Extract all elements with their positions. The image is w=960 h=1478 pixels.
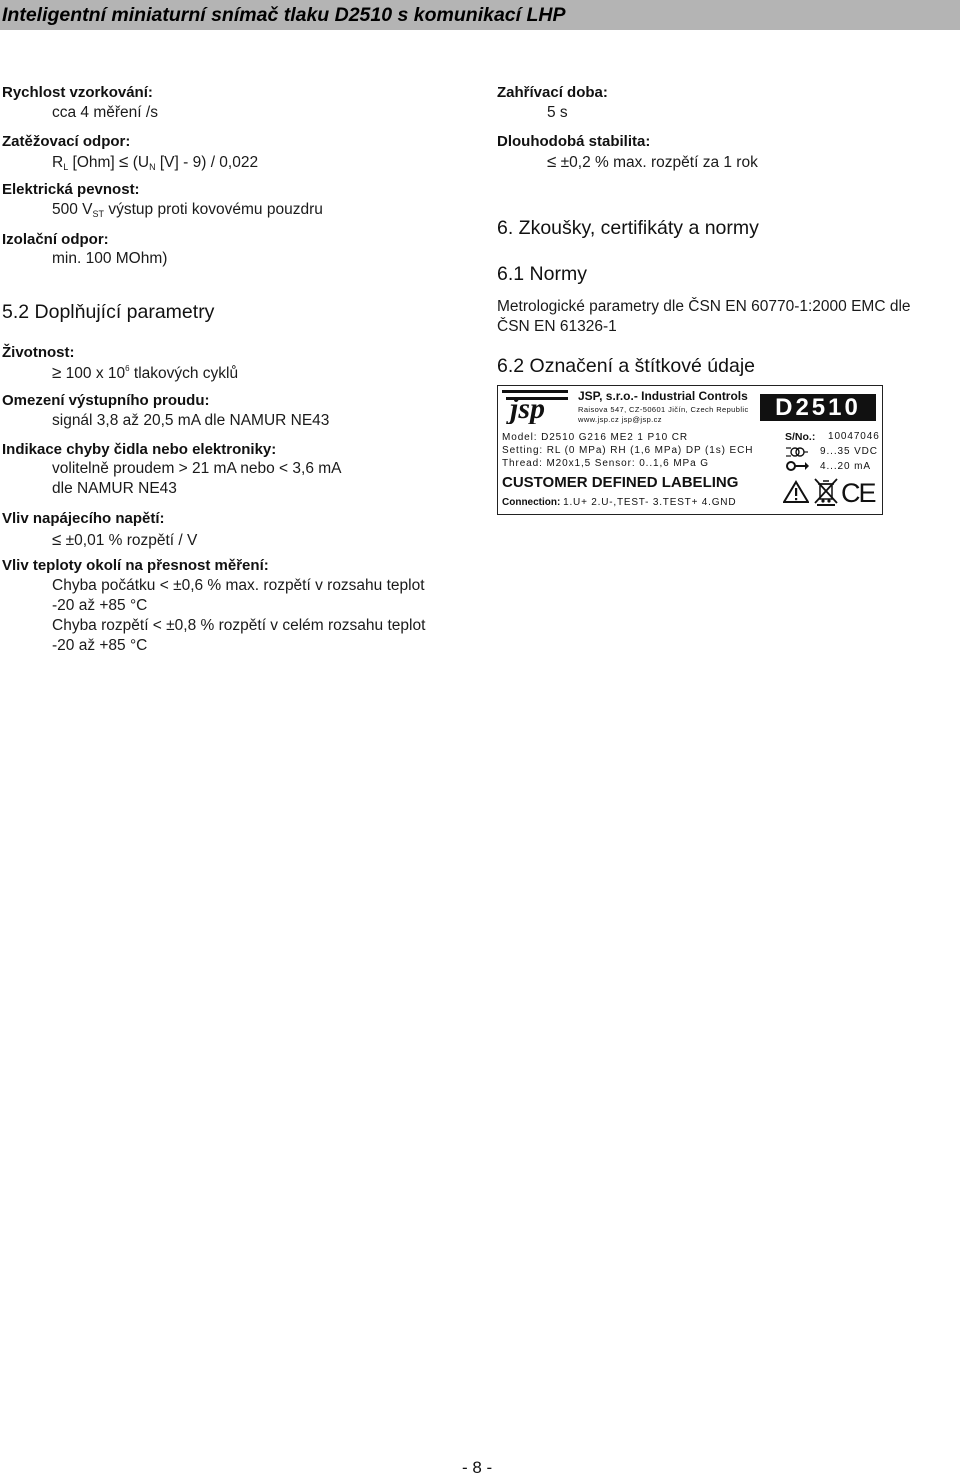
jsp-logo: [502, 388, 570, 424]
output-signal-icon: [785, 459, 809, 473]
supply-label: Vliv napájecího napětí:: [2, 510, 165, 527]
load-rest: [V] - 9) / 0,022: [159, 154, 259, 171]
fault-label: Indikace chyby čidla nebo elektroniky:: [2, 441, 277, 458]
temp-label: Vliv teploty okolí na přesnost měření:: [2, 557, 269, 574]
stability-value: [547, 152, 758, 172]
load-u: (U: [132, 154, 150, 171]
connection-value: 1.U+ 2.U-,TEST- 3.TEST+ 4.GND: [563, 497, 737, 508]
ce-mark-icon: CE: [841, 478, 875, 508]
connection-line: [502, 497, 736, 508]
current-value: 4...20 mA: [820, 461, 871, 472]
company-name: JSP, s.r.o.- Industrial Controls: [578, 389, 748, 403]
less-equal-icon: ≤: [547, 152, 557, 171]
limit-label: Omezení výstupního proudu:: [2, 392, 210, 409]
temp-line3: Chyba rozpětí < ±0,8 % rozpětí v celém rozsahu teplot: [52, 617, 426, 634]
company-web: www.jsp.cz jsp@jsp.cz: [578, 415, 662, 424]
warning-icon: [783, 480, 809, 504]
company-address: Raisova 547, CZ-50601 Jičín, Czech Republic: [578, 405, 749, 414]
temp-line1: Chyba počátku < ±0,6 % max. rozpětí v rozsahu teplot: [52, 577, 425, 594]
stability-text: ±0,2 % max. rozpětí za 1 rok: [560, 154, 758, 171]
insulation-label: Izolační odpor:: [2, 231, 109, 248]
strength-v: 500 V: [52, 201, 93, 218]
warmup-label: Zahřívací doba:: [497, 84, 608, 101]
section-6-2-heading: 6.2 Označení a štítkové údaje: [497, 355, 755, 377]
serial-label: S/No.:: [785, 431, 816, 443]
sampling-label: Rychlost vzorkování:: [2, 84, 153, 101]
strength-rest: výstup proti kovovému pouzdru: [108, 201, 323, 218]
load-r-sub: L: [63, 162, 69, 172]
load-r: R: [52, 154, 64, 171]
sampling-value: cca 4 měření /s: [52, 104, 158, 121]
section-6-heading: 6. Zkoušky, certifikáty a normy: [497, 217, 759, 239]
insulation-value: min. 100 MOhm): [52, 250, 168, 267]
supply-value: [52, 530, 197, 550]
product-label: [497, 385, 883, 515]
greater-equal-icon: ≥: [52, 363, 62, 382]
supply-text: ±0,01 % rozpětí / V: [65, 532, 198, 549]
life-label: Životnost:: [2, 344, 75, 361]
life-value: [52, 363, 238, 383]
load-u-sub: N: [149, 162, 156, 172]
fault-line2: dle NAMUR NE43: [52, 480, 177, 497]
temp-line2: -20 až +85 °C: [52, 597, 148, 614]
life-rest: tlakových cyklů: [133, 365, 239, 382]
strength-label: Elektrická pevnost:: [2, 181, 140, 198]
page-header: [0, 0, 960, 30]
setting-line: Setting: RL (0 MPa) RH (1,6 MPa) DP (1s) ECH: [502, 445, 754, 456]
model-line: Model: D2510 G216 ME2 1 P10 CR: [502, 432, 688, 443]
limit-value: signál 3,8 až 20,5 mA dle NAMUR NE43: [52, 412, 330, 429]
power-supply-icon: [785, 445, 809, 459]
strength-v-sub: ST: [92, 209, 105, 219]
stability-label: Dlouhodobá stabilita:: [497, 133, 651, 150]
model-badge: D2510: [760, 394, 876, 421]
temp-line4: -20 až +85 °C: [52, 637, 148, 654]
load-label: Zatěžovací odpor:: [2, 133, 131, 150]
less-equal-icon: ≤: [119, 152, 129, 171]
serial-value: 10047046: [828, 431, 880, 442]
life-exp: 6: [125, 364, 130, 373]
norms-line2: ČSN EN 61326-1: [497, 318, 617, 335]
thread-line: Thread: M20x1,5 Sensor: 0..1,6 MPa G: [502, 458, 709, 469]
section-6-1-heading: 6.1 Normy: [497, 263, 587, 285]
connection-label: Connection:: [502, 497, 561, 508]
page-number: - 8 -: [462, 1458, 493, 1477]
warmup-value: 5 s: [547, 104, 568, 121]
jsp-logo-text: jsp: [510, 392, 546, 424]
norms-line1: Metrologické parametry dle ČSN EN 60770-1:2000 EMC dle: [497, 298, 911, 315]
customer-labeling: CUSTOMER DEFINED LABELING: [502, 474, 739, 491]
voltage-value: 9...35 VDC: [820, 446, 878, 457]
fault-line1: volitelně proudem > 21 mA nebo < 3,6 mA: [52, 460, 342, 477]
jsp-logo-graphic: [502, 388, 570, 424]
life-text: 100 x 10: [65, 365, 126, 382]
document-title: Inteligentní miniaturní snímač tlaku D2510 s komunikací LHP: [2, 4, 566, 26]
strength-value: [52, 201, 323, 219]
load-formula: [52, 152, 258, 172]
less-equal-icon: ≤: [52, 530, 62, 549]
weee-bin-icon: [814, 478, 838, 506]
section-5-2-heading: 5.2 Doplňující parametry: [2, 301, 215, 323]
load-ohm: [Ohm]: [72, 154, 115, 171]
